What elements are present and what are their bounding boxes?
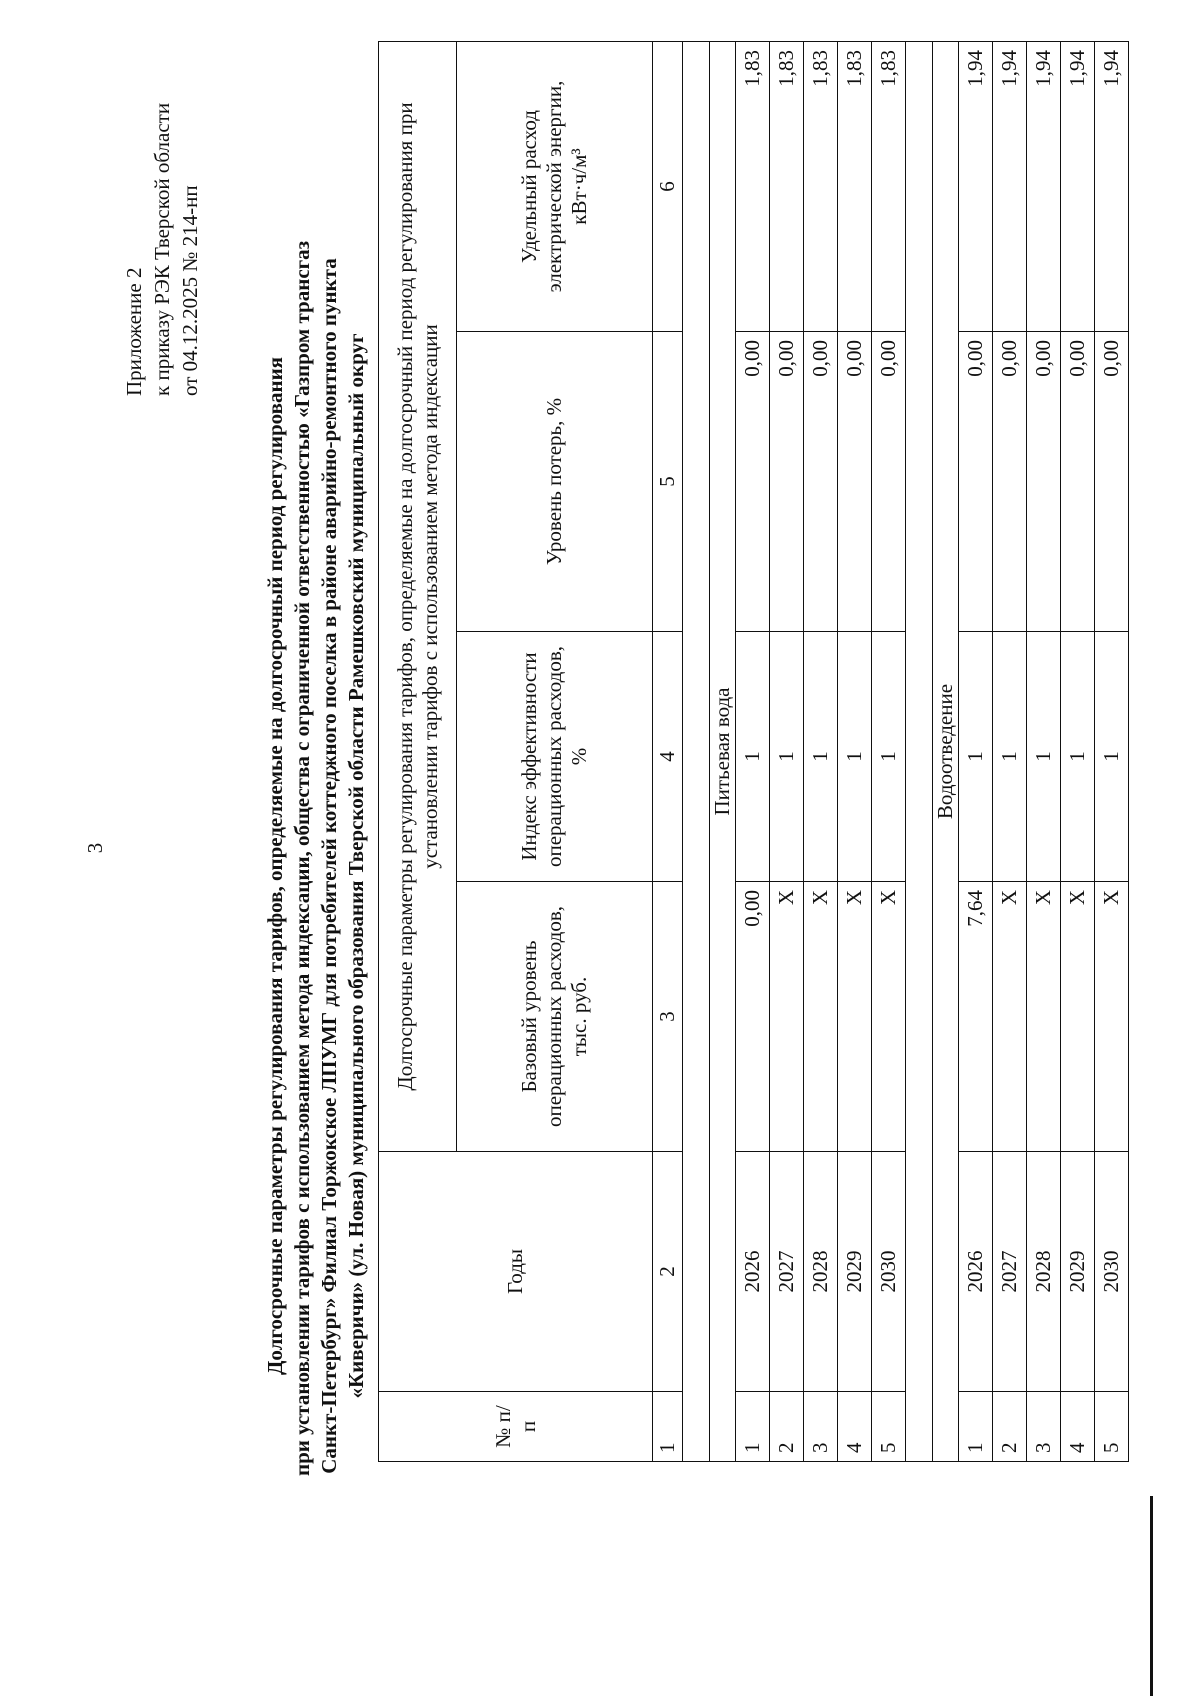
row-year: 2026 <box>736 1152 770 1392</box>
row-losses: 0,00 <box>736 332 770 632</box>
row-number: 1 <box>736 1392 770 1462</box>
col-number: 4 <box>653 632 683 882</box>
row-efficiency-index: 1 <box>1027 632 1061 882</box>
appendix-block <box>120 103 204 396</box>
header-row-group <box>379 42 457 1462</box>
document-title <box>262 240 370 1476</box>
row-year: 2028 <box>804 1152 838 1392</box>
row-energy: 1,94 <box>959 42 993 332</box>
section-row <box>710 42 736 1462</box>
row-number: 3 <box>1027 1392 1061 1462</box>
table-row <box>770 42 804 1462</box>
row-year: 2030 <box>1095 1152 1129 1392</box>
row-base-opex: Х <box>1061 882 1095 1152</box>
row-year: 2027 <box>993 1152 1027 1392</box>
title-line: «Киверичи» (ул. Новая) муниципального образования Тверской области Рамешковский муниципальный округ <box>344 333 368 1399</box>
row-losses: 0,00 <box>872 332 906 632</box>
col-number: 1 <box>653 1392 683 1462</box>
row-energy: 1,94 <box>993 42 1027 332</box>
header-base: Базовый уровень операционных расходов, тыс. руб. <box>457 882 653 1152</box>
appendix-line: Приложение 2 <box>122 267 146 396</box>
row-base-opex: Х <box>872 882 906 1152</box>
row-base-opex: Х <box>993 882 1027 1152</box>
appendix-line: от 04.12.2025 № 214-нп <box>178 185 202 396</box>
row-year: 2029 <box>1061 1152 1095 1392</box>
row-energy: 1,83 <box>838 42 872 332</box>
row-efficiency-index: 1 <box>872 632 906 882</box>
header-years: Годы <box>379 1152 653 1392</box>
row-losses: 0,00 <box>1061 332 1095 632</box>
section-title: Питьевая вода <box>710 42 736 1462</box>
row-efficiency-index: 1 <box>1095 632 1129 882</box>
row-losses: 0,00 <box>770 332 804 632</box>
table-row <box>993 42 1027 1462</box>
row-efficiency-index: 1 <box>1061 632 1095 882</box>
title-line: при установлении тарифов с использованием метода индексации, общества с ограниченной ответственностью «Газпром трансгаз <box>290 240 314 1476</box>
section-row <box>933 42 959 1462</box>
title-line: Санкт-Петербург» Филиал Торжокское ЛПУМГ для потребителей коттеджного поселка в районе аварийно-ремонтного пункта <box>317 258 341 1474</box>
row-energy: 1,83 <box>804 42 838 332</box>
header-losses: Уровень потерь, % <box>457 332 653 632</box>
row-number: 5 <box>1095 1392 1129 1462</box>
row-year: 2026 <box>959 1152 993 1392</box>
row-energy: 1,83 <box>872 42 906 332</box>
row-year: 2029 <box>838 1152 872 1392</box>
row-energy: 1,94 <box>1095 42 1129 332</box>
col-number: 5 <box>653 332 683 632</box>
row-efficiency-index: 1 <box>838 632 872 882</box>
row-base-opex: Х <box>1095 882 1129 1152</box>
row-losses: 0,00 <box>959 332 993 632</box>
row-efficiency-index: 1 <box>736 632 770 882</box>
header-energy: Удельный расход электрической энергии, кВт·ч/м³ <box>457 42 653 332</box>
row-losses: 0,00 <box>1095 332 1129 632</box>
row-efficiency-index: 1 <box>804 632 838 882</box>
row-energy: 1,83 <box>770 42 804 332</box>
footer-rule <box>1150 1496 1153 1696</box>
spacer-cell <box>906 42 933 1462</box>
row-number: 5 <box>872 1392 906 1462</box>
row-base-opex: Х <box>1027 882 1061 1152</box>
section-title: Водоотведение <box>933 42 959 1462</box>
col-number: 6 <box>653 42 683 332</box>
header-num: № п/п <box>379 1392 653 1462</box>
col-number: 2 <box>653 1152 683 1392</box>
table-row <box>736 42 770 1462</box>
row-losses: 0,00 <box>804 332 838 632</box>
row-efficiency-index: 1 <box>770 632 804 882</box>
table-row <box>872 42 906 1462</box>
row-efficiency-index: 1 <box>959 632 993 882</box>
page-number: 3 <box>83 842 107 854</box>
row-number: 3 <box>804 1392 838 1462</box>
row-base-opex: 0,00 <box>736 882 770 1152</box>
row-number: 4 <box>838 1392 872 1462</box>
table-row <box>1061 42 1095 1462</box>
row-year: 2030 <box>872 1152 906 1392</box>
spacer-row <box>906 42 933 1462</box>
row-energy: 1,94 <box>1027 42 1061 332</box>
column-number-row <box>653 42 683 1462</box>
row-losses: 0,00 <box>1027 332 1061 632</box>
row-energy: 1,94 <box>1061 42 1095 332</box>
row-number: 2 <box>993 1392 1027 1462</box>
row-year: 2027 <box>770 1152 804 1392</box>
row-energy: 1,83 <box>736 42 770 332</box>
spacer-cell <box>683 42 710 1462</box>
header-group: Долгосрочные параметры регулирования тарифов, определяемые на долгосрочный период регулирования при установлении тарифов с использованием метода индексации <box>379 42 457 1152</box>
row-number: 1 <box>959 1392 993 1462</box>
appendix-line: к приказу РЭК Тверской области <box>150 102 174 396</box>
spacer-row <box>683 42 710 1462</box>
col-number: 3 <box>653 882 683 1152</box>
table-row <box>959 42 993 1462</box>
row-losses: 0,00 <box>838 332 872 632</box>
row-base-opex: Х <box>838 882 872 1152</box>
row-year: 2028 <box>1027 1152 1061 1392</box>
row-losses: 0,00 <box>993 332 1027 632</box>
row-efficiency-index: 1 <box>993 632 1027 882</box>
title-line: Долгосрочные параметры регулирования тарифов, определяемые на долгосрочный период регулирования <box>263 356 287 1376</box>
table-row <box>838 42 872 1462</box>
parameters-table <box>378 41 1129 1462</box>
row-base-opex: Х <box>770 882 804 1152</box>
row-base-opex: 7,64 <box>959 882 993 1152</box>
table-row <box>1027 42 1061 1462</box>
row-base-opex: Х <box>804 882 838 1152</box>
table-row <box>804 42 838 1462</box>
header-index: Индекс эффективности операционных расходов, % <box>457 632 653 882</box>
row-number: 4 <box>1061 1392 1095 1462</box>
table-row <box>1095 42 1129 1462</box>
row-number: 2 <box>770 1392 804 1462</box>
